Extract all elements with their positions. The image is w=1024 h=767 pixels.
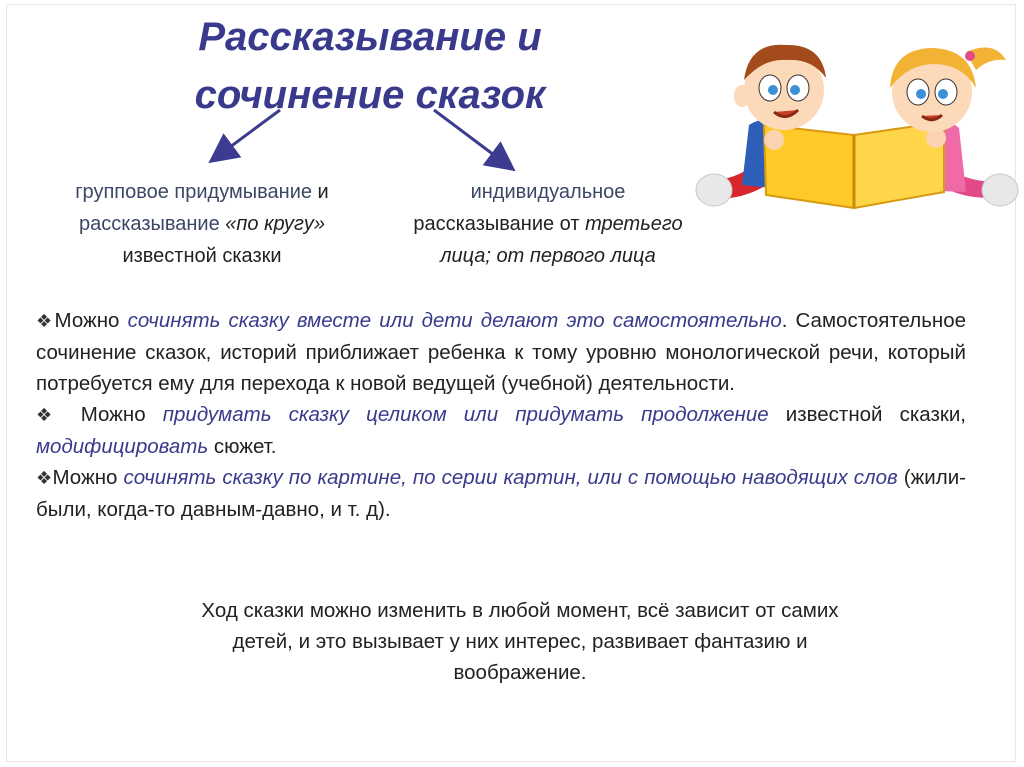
conclusion-line-2: детей, и это вызывает у них интерес, развивает фантазию и bbox=[232, 630, 808, 653]
left-line-3: известной сказки bbox=[122, 245, 282, 267]
bullet-3-emphasis: сочинять сказку по картине, по серии картин, или с помощью наводящих слов bbox=[123, 466, 898, 489]
bullet-list bbox=[36, 305, 966, 525]
left-line-1a: групповое придумывание bbox=[75, 181, 312, 203]
right-line-3: лица; от первого лица bbox=[440, 245, 656, 267]
bullet-1-emphasis: сочинять сказку вместе или дети делают это самостоятельно bbox=[127, 309, 782, 332]
conclusion-line-1: Ход сказки можно изменить в любой момент, всё зависит от самих bbox=[201, 599, 839, 622]
group-storytelling-text bbox=[28, 176, 376, 272]
bullet-3-prefix: Можно bbox=[52, 466, 124, 489]
children-reading-book-illustration bbox=[694, 30, 1024, 215]
individual-storytelling-text bbox=[372, 176, 724, 272]
diamond-bullet-icon: ❖ bbox=[36, 405, 64, 425]
right-arrow-icon bbox=[434, 110, 506, 164]
branch-arrows bbox=[200, 100, 530, 180]
bullet-1-prefix: Можно bbox=[54, 309, 128, 332]
bullet-item-1 bbox=[36, 305, 966, 399]
diamond-bullet-icon: ❖ bbox=[36, 311, 55, 331]
left-line-1b: и bbox=[312, 181, 329, 203]
right-line-1: индивидуальное bbox=[470, 181, 626, 203]
bullet-3-rest: (жили-были, когда-то давным-давно, и т. д). bbox=[36, 466, 967, 521]
diamond-bullet-icon: ❖ bbox=[36, 468, 53, 488]
bullet-2-rest: сюжет. bbox=[208, 435, 277, 458]
bullet-item-2 bbox=[36, 399, 966, 462]
left-line-2a: рассказывание bbox=[78, 213, 226, 235]
conclusion-text bbox=[130, 595, 910, 688]
right-line-2a: рассказывание от bbox=[413, 213, 586, 235]
conclusion-line-3: воображение. bbox=[453, 661, 587, 684]
title-line-1: Рассказывание и bbox=[198, 15, 542, 59]
bullet-item-3 bbox=[36, 462, 966, 525]
bullet-2-emphasis-2: модифицировать bbox=[36, 435, 209, 458]
bullet-1-rest: . Самостоятельное сочинение сказок, историй приближает ребенка к тому уровню монологической речи, который потребуется ему для перехода к новой ведущей (учебной) деятельности. bbox=[36, 309, 966, 395]
right-line-2b: третьего bbox=[585, 213, 683, 235]
bullet-2-emphasis-1: придумать сказку целиком или придумать продолжение bbox=[162, 403, 769, 426]
left-line-2b: «по кругу» bbox=[225, 213, 325, 235]
bullet-2-prefix: Можно bbox=[63, 403, 163, 426]
left-arrow-icon bbox=[218, 110, 280, 156]
title-line-2: сочинение сказок bbox=[194, 73, 546, 117]
bullet-2-middle: известной сказки, bbox=[768, 403, 966, 426]
